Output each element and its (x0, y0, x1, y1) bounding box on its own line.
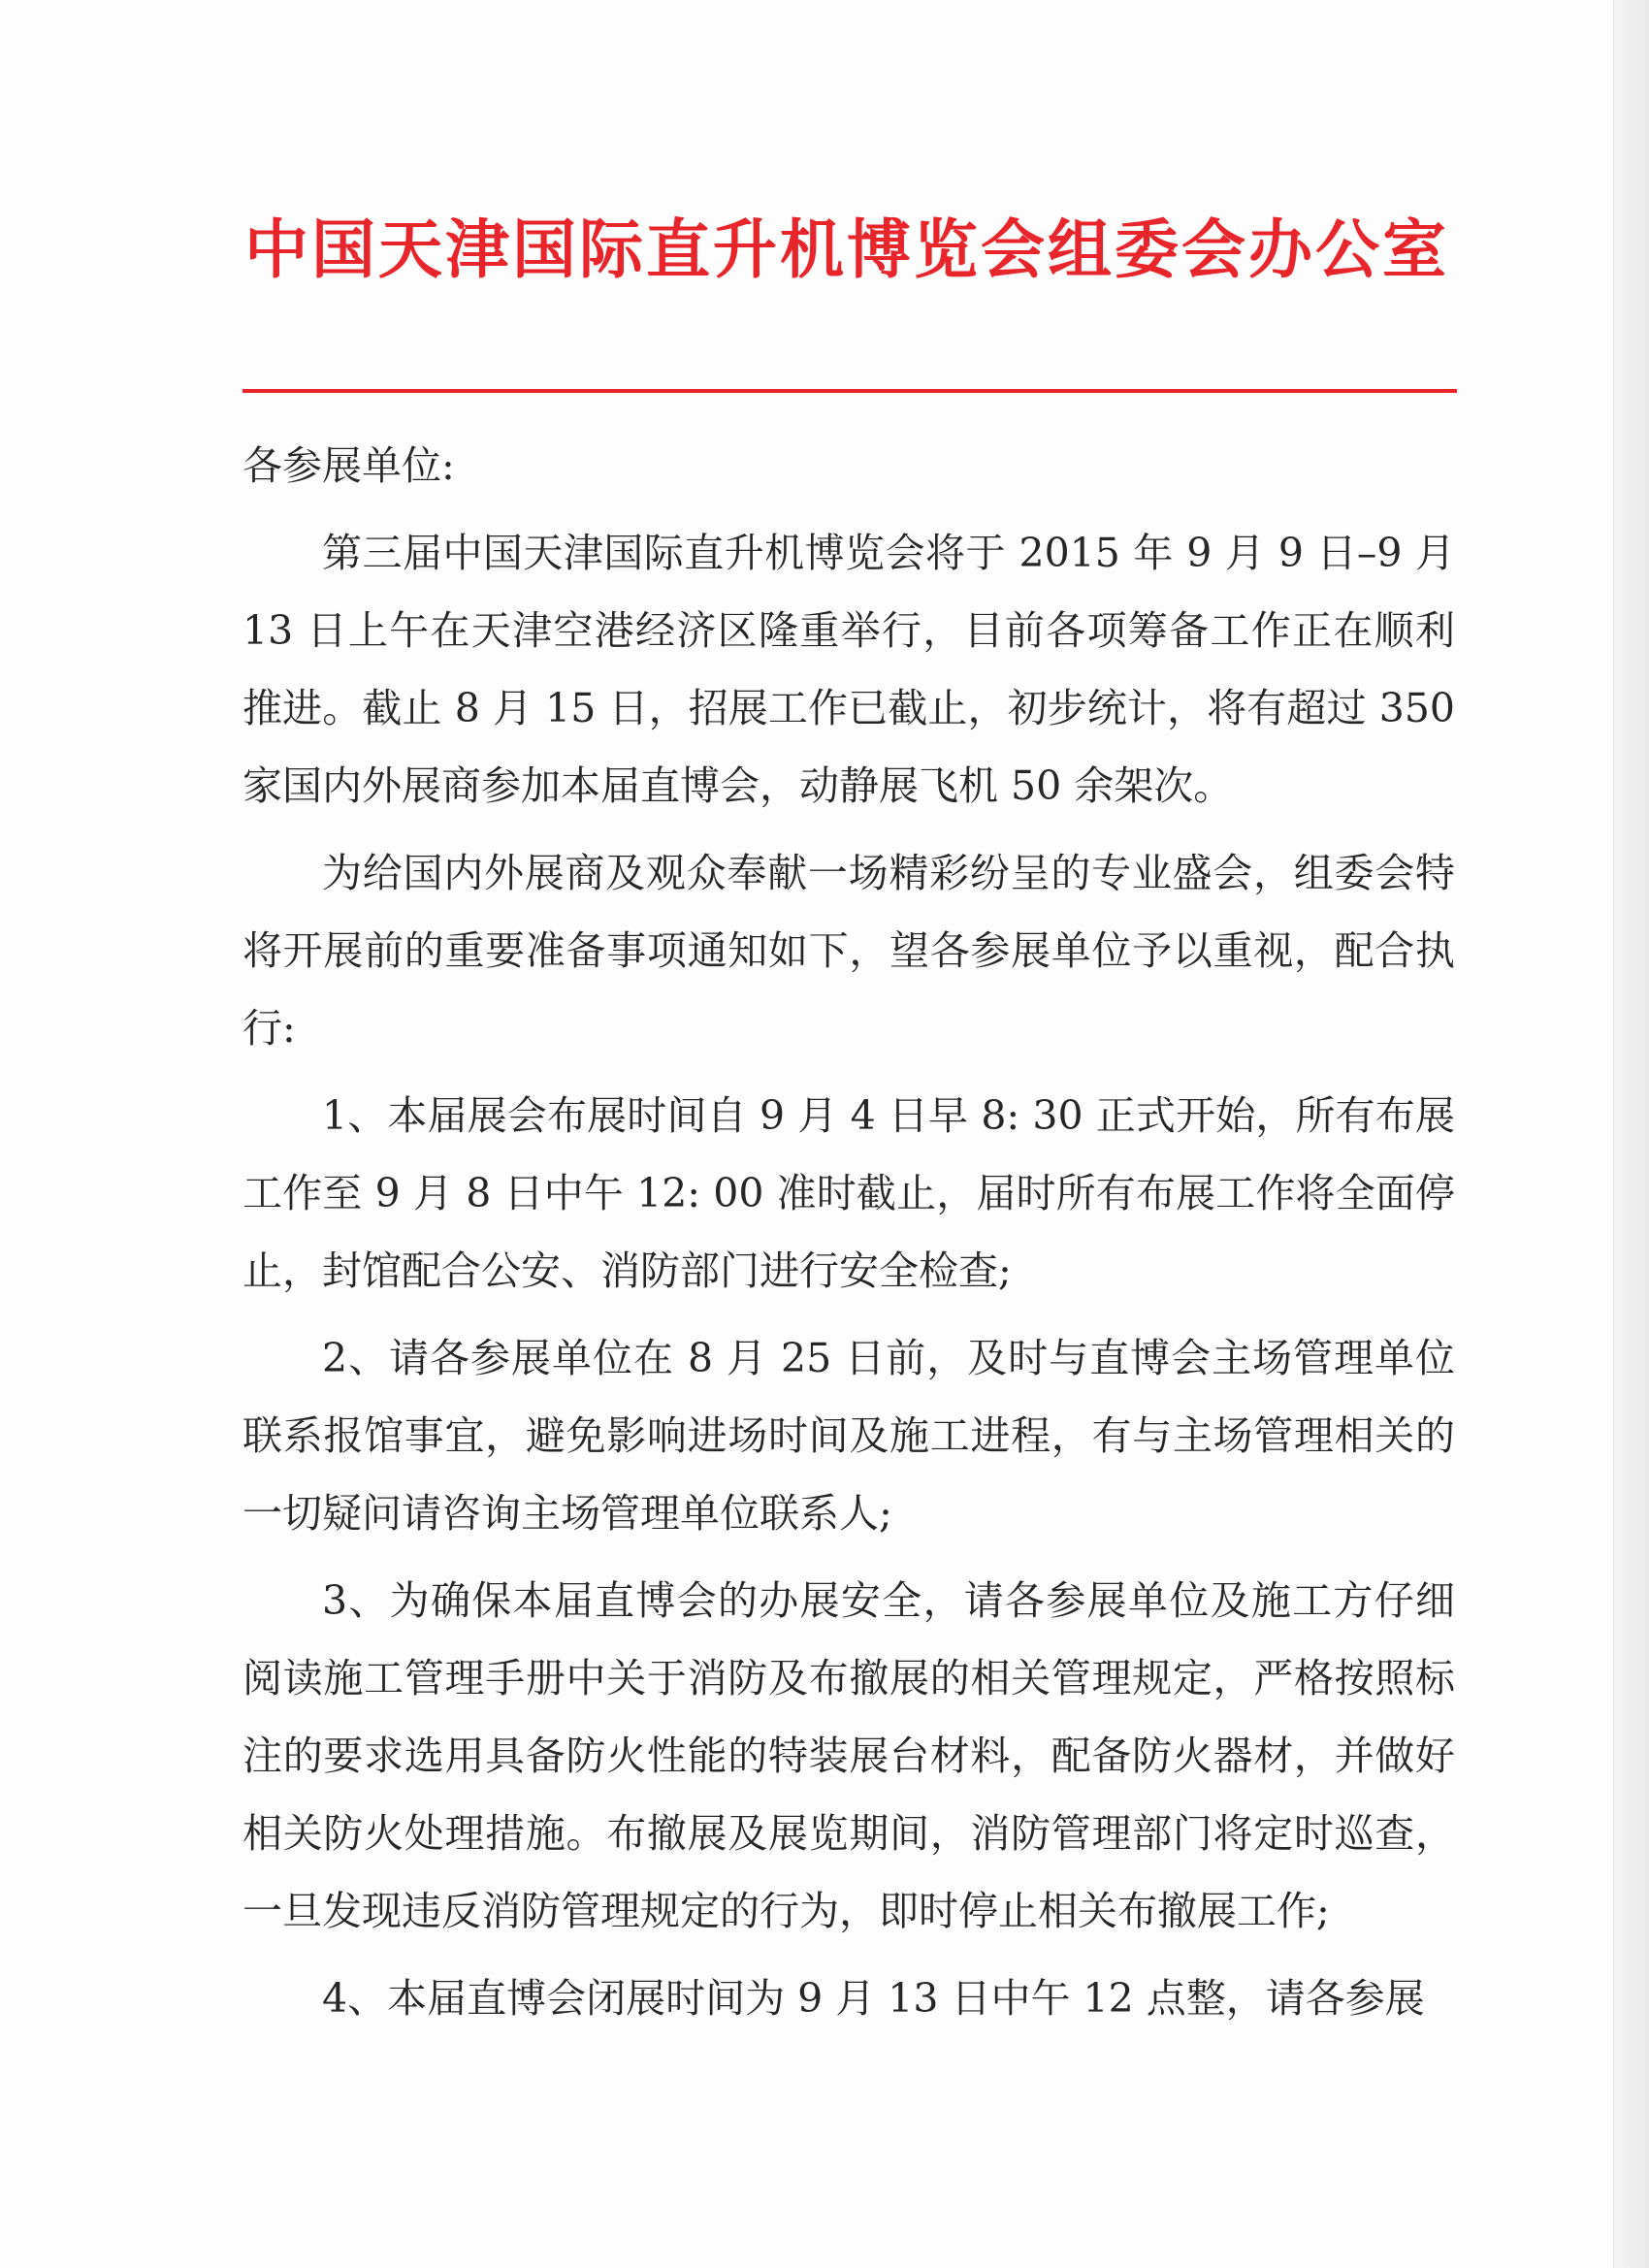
paragraph-intro: 第三届中国天津国际直升机博览会将于 2015 年 9 月 9 日–9 月 13 日上午在天津空港经济区隆重举行，目前各项筹备工作正在顺利推进。截止 8 月 15 日，招展工作已截止，初步统计，将有超过 350 家国内外展商参加本届直博会，动静展飞机 50 余架次。 (242, 530, 1455, 809)
salutation: 各参展单位: (242, 442, 455, 489)
letterhead-title: 中国天津国际直升机博览会组委会办公室 (244, 211, 1449, 287)
letter-body (242, 427, 1455, 2047)
paragraph-item-4-partial: 4、本届直博会闭展时间为 9 月 13 日中午 12 点整，请各参展 (322, 1975, 1425, 2022)
scan-page-edge (1613, 0, 1649, 2268)
paragraph-item-3: 3、为确保本届直博会的办展安全，请各参展单位及施工方仔细阅读施工管理手册中关于消防及布撤展的相关管理规定，严格按照标注的要求选用具备防火性能的特装展台材料，配备防火器材，并做好相关防火处理措施。布撤展及展览期间，消防管理部门将定时巡查，一旦发现违反消防管理规定的行为，即时停止相关布撤展工作; (242, 1577, 1455, 1934)
paragraph-item-2: 2、请各参展单位在 8 月 25 日前，及时与直博会主场管理单位联系报馆事宜，避免影响进场时间及施工进程，有与主场管理相关的一切疑问请咨询主场管理单位联系人; (242, 1335, 1455, 1537)
letterhead-red-rule (242, 389, 1457, 393)
paragraph-notice: 为给国内外展商及观众奉献一场精彩纷呈的专业盛会，组委会特将开展前的重要准备事项通知如下，望各参展单位予以重视，配合执行: (242, 850, 1455, 1052)
paragraph-item-1: 1、本届展会布展时间自 9 月 4 日早 8: 30 正式开始，所有布展工作至 9 月 8 日中午 12: 00 准时截止，届时所有布展工作将全面停止，封馆配合公安、消防部门进行安全检查; (242, 1092, 1455, 1294)
